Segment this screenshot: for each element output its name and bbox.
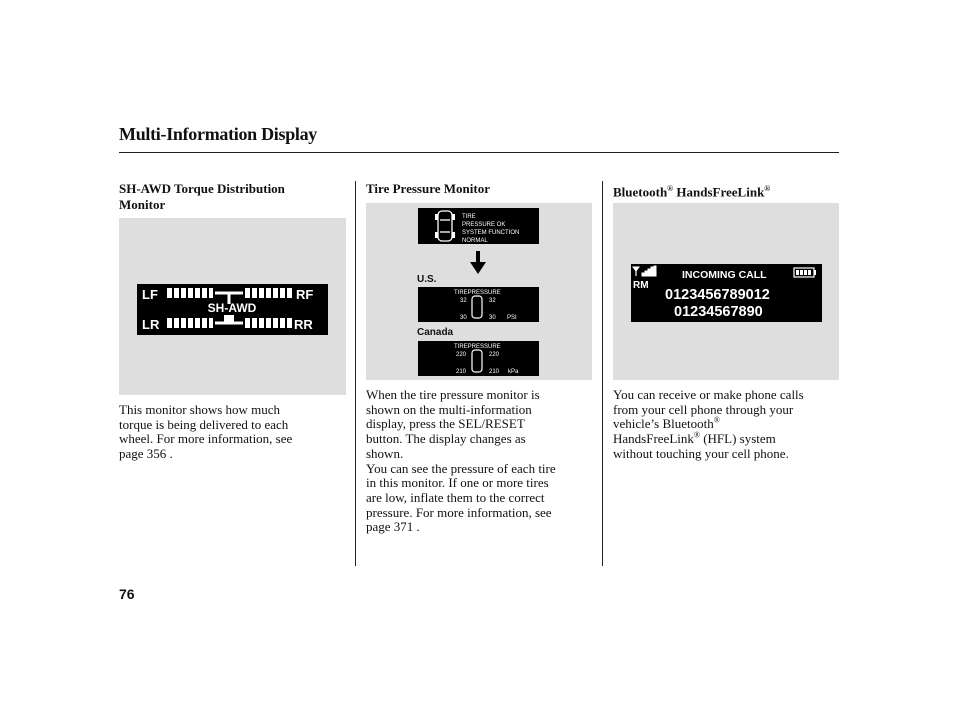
tpm-line4: NORMAL [462, 238, 488, 244]
rf-label: RF [296, 287, 314, 302]
us-unit: PSI [507, 315, 517, 321]
tpm-heading: Tire Pressure Monitor [366, 181, 490, 196]
canada-label: Canada [417, 327, 454, 338]
canada-title: TIREPRESSURE [454, 344, 501, 350]
caller-number-2: 01234567890 [674, 304, 763, 320]
canada-car-icon [472, 350, 482, 372]
canada-fr: 220 [489, 352, 500, 358]
tpm-line2: PRESSURE OK [462, 222, 506, 228]
canada-rr: 210 [489, 369, 500, 375]
title-rule [119, 152, 839, 153]
hfl-body: You can receive or make phone calls from your cell phone through your vehicle’s Bluetooth® HandsFreeLink® (HFL) system without touching your cell phone. [613, 387, 804, 461]
rr-label: RR [294, 317, 313, 332]
rear-differential-icon [224, 315, 234, 324]
sh-awd-display-graphic [137, 284, 328, 335]
battery-icon [794, 268, 816, 277]
tpm-line1: TIRE [462, 214, 476, 220]
tpm-main-display [418, 208, 539, 244]
us-rr: 30 [489, 315, 496, 321]
canada-fl: 220 [456, 352, 467, 358]
tpm-line3: SYSTEM FUNCTION [462, 230, 520, 236]
us-rl: 30 [460, 315, 467, 321]
us-car-icon [472, 296, 482, 318]
column-divider-1 [355, 181, 356, 566]
tpm-panel [366, 203, 592, 380]
incoming-call-label: INCOMING CALL [682, 269, 767, 281]
lr-torque-bar [167, 318, 213, 328]
hfl-display [631, 264, 822, 322]
tpm-us-display [418, 287, 539, 322]
sh-awd-body: This monitor shows how much torque is being delivered to each wheel. For more information, see page 356 . [119, 402, 293, 462]
us-label: U.S. [417, 274, 437, 285]
lf-torque-bar [167, 288, 213, 298]
tpm-body: When the tire pressure monitor is shown on the multi-information display, press the SEL/RESET button. The display changes as shown. You can see the pressure of each tire in this monitor. If one or more tires are low, inflate them to the correct pressure. For more information, see page 371 . [366, 387, 556, 535]
signal-strength-icon [633, 266, 656, 276]
us-title: TIREPRESSURE [454, 290, 501, 296]
canada-rl: 210 [456, 369, 467, 375]
sh-awd-panel [119, 218, 346, 395]
us-fl: 32 [460, 298, 467, 304]
car-icon [438, 211, 452, 241]
rr-torque-bar [245, 318, 292, 328]
page-number: 76 [119, 586, 135, 602]
canada-unit: kPa [508, 369, 519, 375]
rf-torque-bar [245, 288, 292, 298]
lr-label: LR [142, 317, 160, 332]
us-fr: 32 [489, 298, 496, 304]
lf-label: LF [142, 287, 158, 302]
caller-number-1: 0123456789012 [665, 287, 770, 303]
roaming-label: RM [633, 280, 649, 291]
column-divider-2 [602, 181, 603, 566]
sh-awd-display [137, 284, 328, 335]
tpm-canada-display [418, 341, 539, 376]
down-arrow-icon [470, 251, 486, 275]
sh-awd-heading: SH-AWD Torque Distribution Monitor [119, 181, 285, 212]
hfl-panel [613, 203, 839, 380]
page-title: Multi-Information Display [119, 124, 318, 144]
sh-awd-center-label: SH-AWD [207, 301, 257, 315]
hfl-heading: Bluetooth® HandsFreeLink® [613, 184, 771, 200]
